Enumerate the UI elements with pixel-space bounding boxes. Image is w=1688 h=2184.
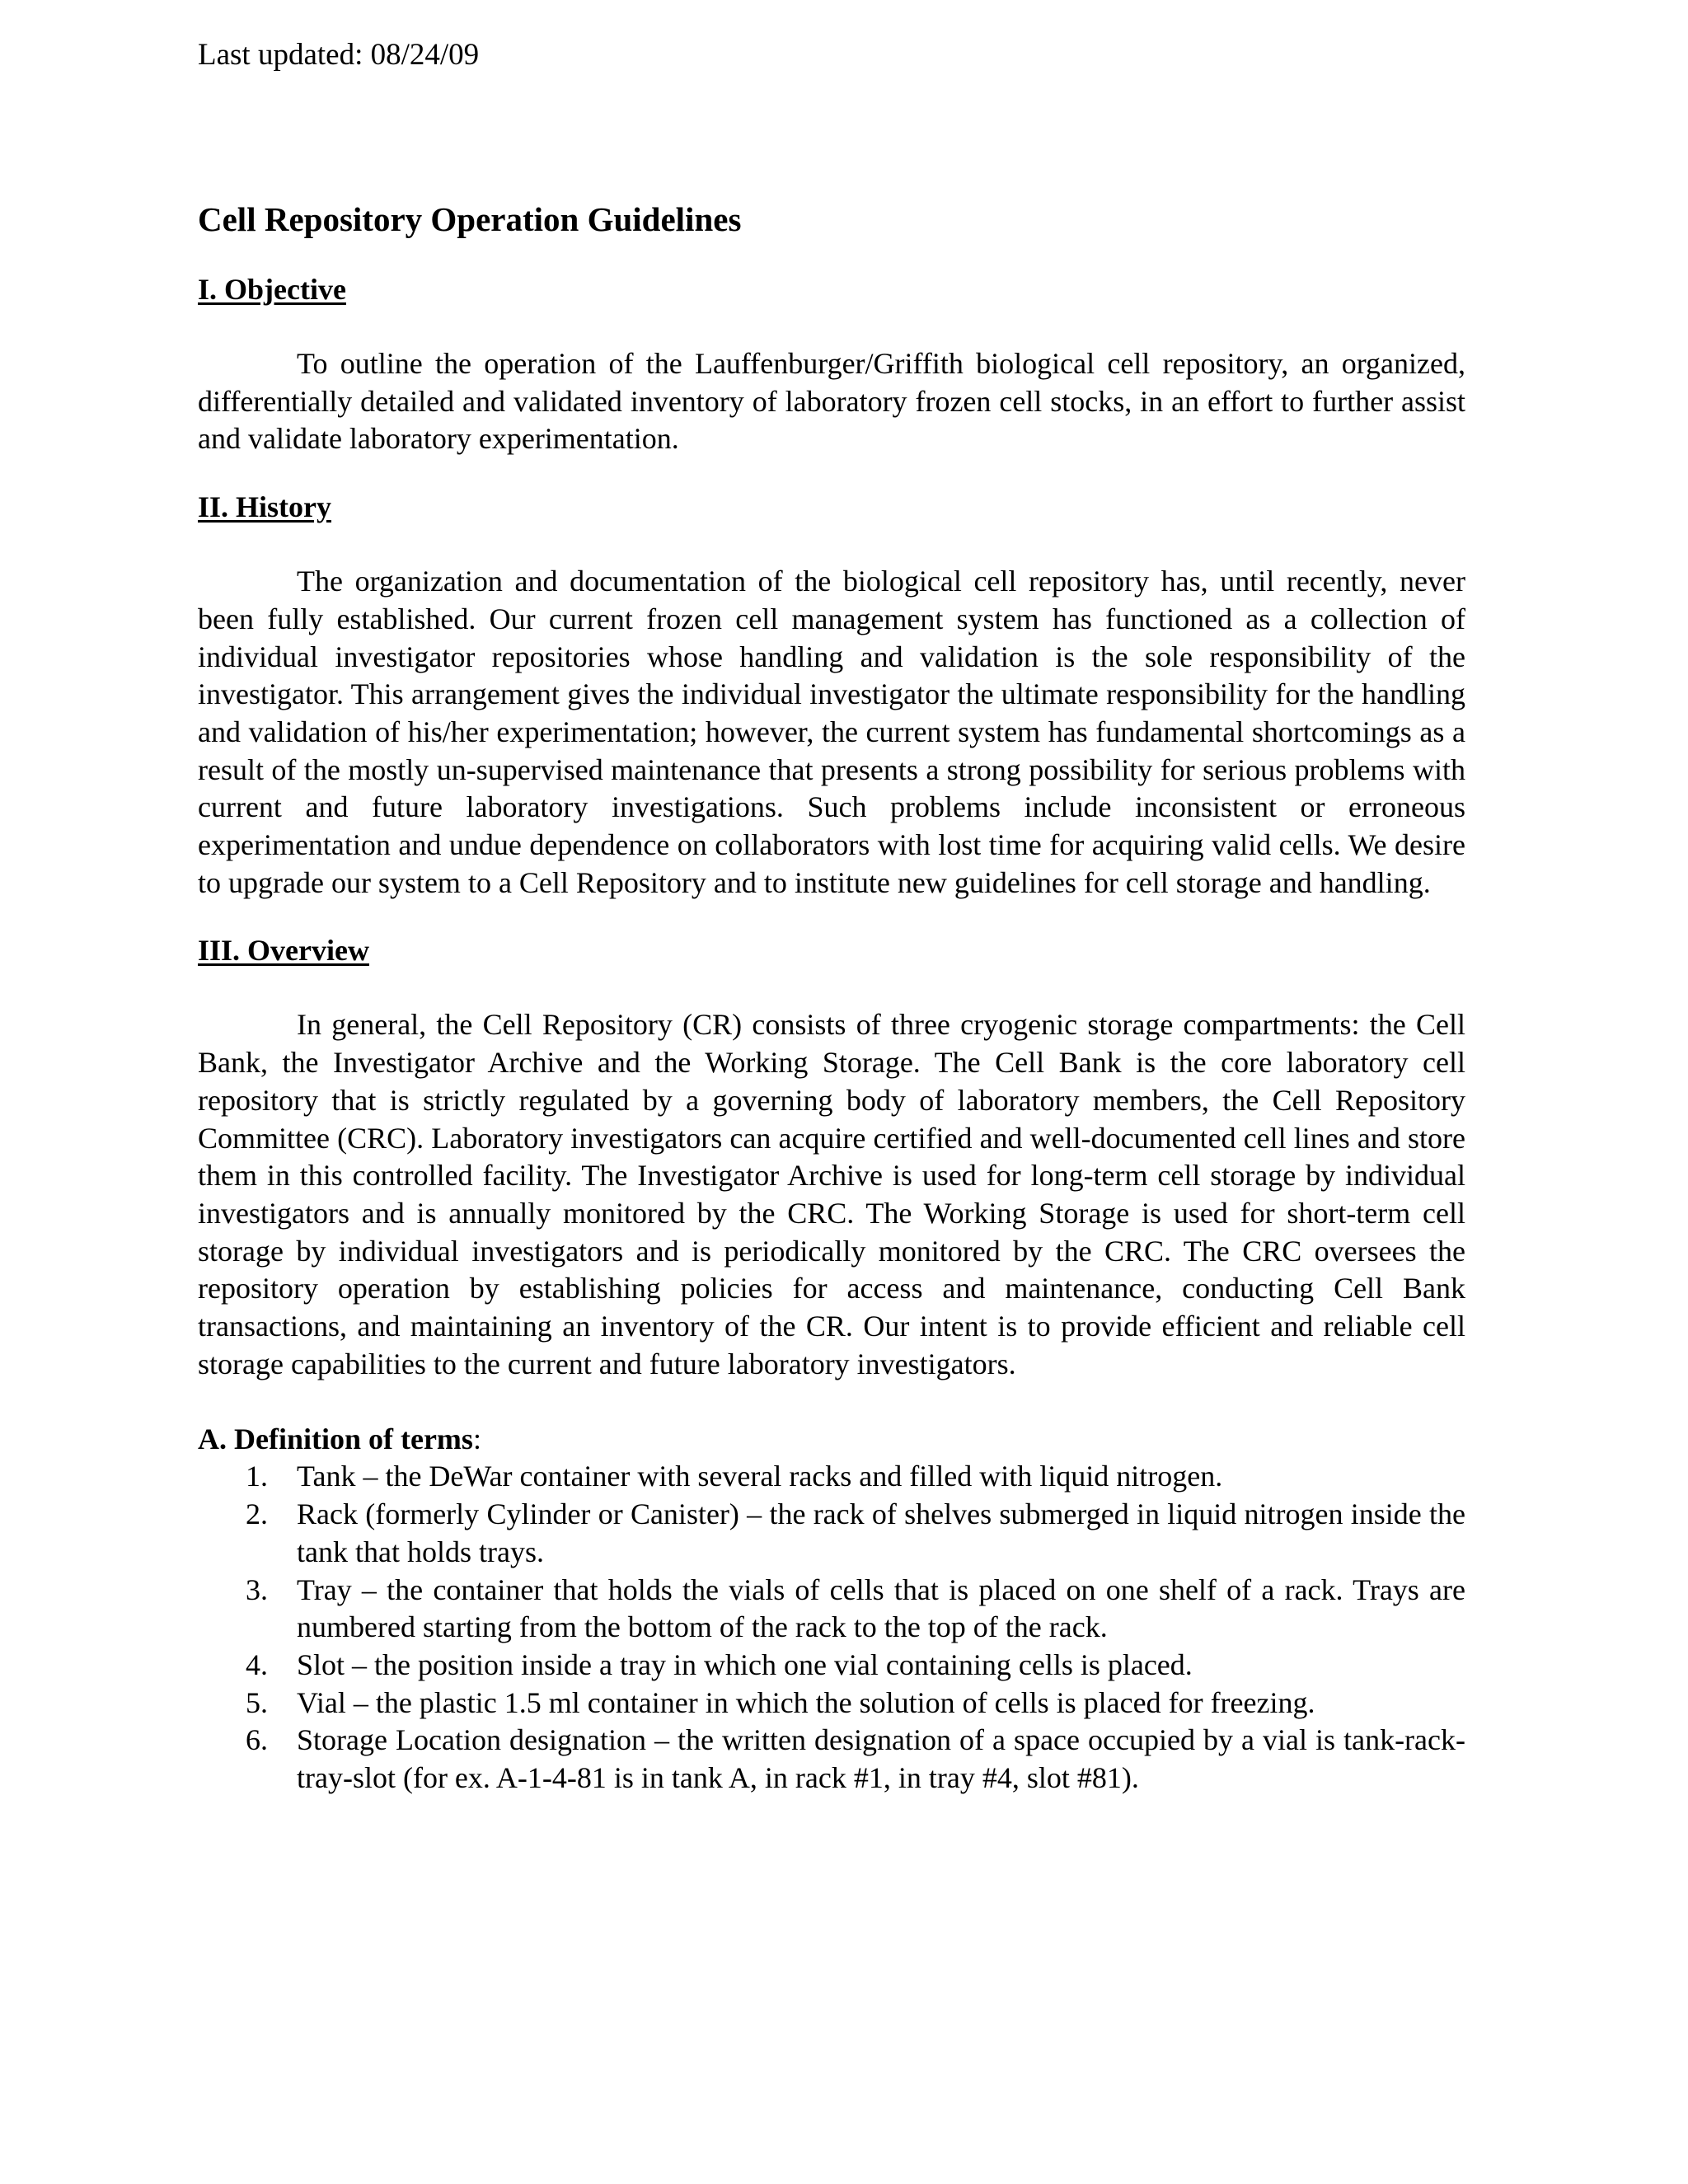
- definition-item-storage-location: [198, 1722, 1465, 1797]
- document-body: [198, 198, 1465, 1797]
- definition-text: Slot – the position inside a tray in which one vial containing cells is placed.: [297, 1647, 1193, 1681]
- definition-number: 2.: [246, 1497, 268, 1531]
- section-heading-overview: III. Overview: [198, 934, 369, 968]
- section-body-history: The organization and documentation of the biological cell repository has, until recently, never been fully established. Our current frozen cell management system has functioned as a collection of individual investigator repositories whose handling and validation is the sole responsibility of the investigator. This arrangement gives the individual investigator the ultimate responsibility for the handling and validation of his/her experimentation; however, the current system has fundamental shortcomings as a result of the mostly un-supervised maintenance that presents a strong possibility for serious problems with current and future laboratory investigations. Such problems include inconsistent or erroneous experimentation and undue dependence on collaborators with lost time for acquiring valid cells. We desire to upgrade our system to a Cell Repository and to institute new guidelines for cell storage and handling.: [198, 565, 1465, 899]
- section-body-overview: In general, the Cell Repository (CR) consists of three cryogenic storage compartments: the Cell Bank, the Investigator Archive and the Working Storage. The Cell Bank is the core laboratory cell repository that is strictly regulated by a governing body of laboratory members, the Cell Repository Committee (CRC). Laboratory investigators can acquire certified and well-documented cell lines and store them in this controlled facility. The Investigator Archive is used for long-term cell storage by individual investigators and is annually monitored by the CRC. The Working Storage is used for short-term cell storage by individual investigators and is periodically monitored by the CRC. The CRC oversees the repository operation by establishing policies for access and maintenance, conducting Cell Bank transactions, and maintaining an inventory of the CR. Our intent is to provide efficient and reliable cell storage capabilities to the current and future laboratory investigators.: [198, 1008, 1465, 1380]
- last-updated-note: Last updated: 08/24/09: [198, 38, 480, 72]
- definition-text: Rack (formerly Cylinder or Canister) – the rack of shelves submerged in liquid nitrogen inside the tank that holds trays.: [297, 1497, 1465, 1568]
- definition-text: Vial – the plastic 1.5 ml container in which the solution of cells is placed for freezing.: [297, 1685, 1315, 1719]
- definition-number: 3.: [246, 1572, 268, 1606]
- definition-number: 4.: [246, 1647, 268, 1681]
- definitions-list: [198, 1458, 1465, 1797]
- definitions-heading-text: A. Definition of terms: [198, 1422, 473, 1456]
- section-heading-objective: I. Objective: [198, 273, 346, 306]
- definitions-heading: [198, 1420, 1465, 1458]
- definition-text: Tank – the DeWar container with several racks and filled with liquid nitrogen.: [297, 1460, 1223, 1493]
- definition-text: Storage Location designation – the written designation of a space occupied by a vial is tank-rack-tray-slot (for ex. A-1-4-81 is in tank A, in rack #1, in tray #4, slot #81).: [297, 1723, 1465, 1795]
- definitions-heading-colon: :: [472, 1422, 481, 1456]
- section-heading-history: II. History: [198, 490, 331, 524]
- definition-number: 5.: [246, 1685, 268, 1719]
- definition-item-vial: [198, 1685, 1465, 1722]
- definition-item-slot: [198, 1647, 1465, 1685]
- definition-item-tank: [198, 1458, 1465, 1496]
- definition-item-rack: [198, 1496, 1465, 1571]
- definition-number: 1.: [246, 1460, 268, 1493]
- section-body-objective: To outline the operation of the Lauffenburger/Griffith biological cell repository, an organized, differentially detailed and validated inventory of laboratory frozen cell stocks, in an effort to further assist and validate laboratory experimentation.: [198, 347, 1465, 456]
- definition-item-tray: [198, 1572, 1465, 1647]
- definition-text: Tray – the container that holds the vials of cells that is placed on one shelf of a rack. Trays are numbered starting from the bottom of the rack to the top of the rack.: [297, 1572, 1465, 1644]
- definition-number: 6.: [246, 1723, 268, 1757]
- document-title: Cell Repository Operation Guidelines: [198, 200, 742, 238]
